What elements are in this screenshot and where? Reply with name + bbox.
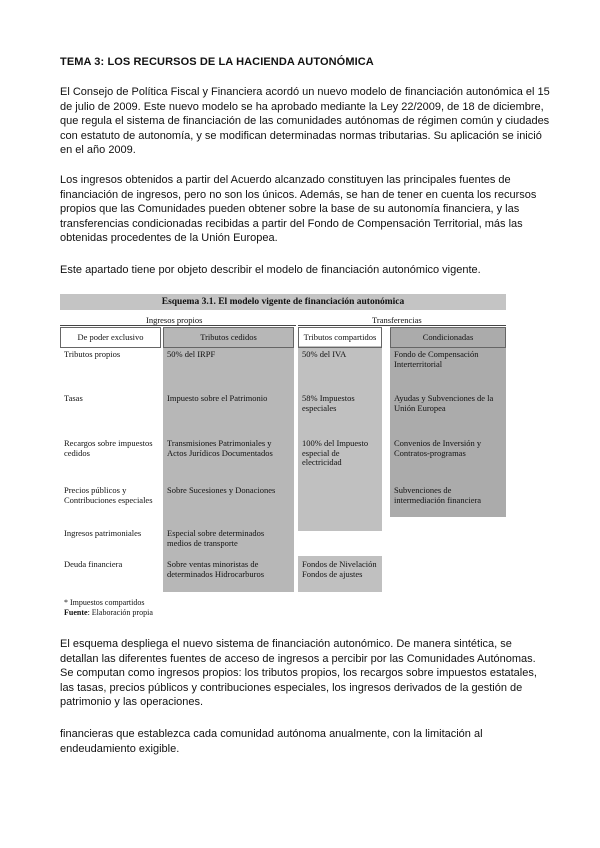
group-rule-transferencias [298, 325, 506, 326]
paragraph-sources: Los ingresos obtenidos a partir del Acuerdo alcanzado constituyen las principales fuentes de financiación de ingresos, pero no son los únicos. Además, se han de tener en cuenta los recursos propios que las Comunidades pueden obtener sobre la base de su autonomía financiera, y las transferencias condicionadas recibidas a partir del Fondo de Compensación Territorial, más las obtenidas procedentes de la Unión Europea. [60, 174, 537, 245]
group-rule-ingresos [60, 325, 296, 326]
header-de-poder-exclusivo: De poder exclusivo [60, 327, 161, 348]
cell-ayudas-ue: Ayudas y Subvenciones de la Unión Europea [394, 393, 494, 413]
figure-source [64, 608, 153, 617]
cell-irpf: 50% del IRPF [167, 349, 216, 359]
cell-hidrocarburos: Sobre ventas minoristas de determinados Hidrocarburos [167, 559, 265, 579]
cell-tasas: Tasas [64, 393, 83, 403]
cell-sucesiones: Sobre Sucesiones y Donaciones [167, 485, 276, 495]
paragraph-purpose: Este apartado tiene por objeto describir el modelo de financiación autonómico vigente. [60, 264, 481, 276]
financing-scheme-figure [60, 294, 506, 620]
cell-electricidad: 100% del Impuesto especial de electricidad [302, 438, 369, 467]
cell-impuestos-especiales: 58% Impuestos especiales [302, 393, 355, 413]
cell-fondo-compensacion: Fondo de Compensación Interterritorial [394, 349, 479, 369]
cell-medios-transporte: Especial sobre determinados medios de transporte [167, 528, 265, 548]
paragraph-financial-ops: financieras que establezca cada comunidad autónoma anualmente, con la limitación al endeudamiento exigible. [60, 728, 483, 755]
header-tributos-compartidos: Tributos compartidos [298, 327, 382, 348]
cell-iva: 50% del IVA [302, 349, 347, 359]
cell-ingresos-patrimoniales: Ingresos patrimoniales [64, 528, 142, 538]
cell-transmisiones: Transmisiones Patrimoniales y Actos Jurídicos Documentados [167, 438, 273, 458]
cell-precios-publicos: Precios públicos y Contribuciones especiales [64, 485, 153, 505]
cell-fondos-nivelacion: Fondos de Nivelación Fondos de ajustes [302, 559, 377, 579]
cell-patrimonio: Impuesto sobre el Patrimonio [167, 393, 268, 403]
group-label-transferencias: Transferencias [372, 315, 422, 325]
source-text: : Elaboración propia [87, 608, 153, 617]
page-title: TEMA 3: LOS RECURSOS DE LA HACIENDA AUTONÓMICA [60, 56, 374, 68]
figure-footnote: * Impuestos compartidos [64, 598, 145, 607]
cell-convenios: Convenios de Inversión y Contratos-programas [394, 438, 482, 458]
cell-recargos: Recargos sobre impuestos cedidos [64, 438, 153, 458]
paragraph-intro: El Consejo de Política Fiscal y Financiera acordó un nuevo modelo de financiación autonómica el 15 de julio de 2009. Este nuevo modelo se ha aprobado mediante la Ley 22/2009, de 18 de diciembre, que regula el sistema de financiación de las comunidades autónomas de régimen común y ciudades con estatuto de autonomía, y se modifican determinadas normas tributarias. Su aplicación se inició en el año 2009. [60, 86, 550, 157]
group-label-ingresos-propios: Ingresos propios [146, 315, 203, 325]
cell-tributos-propios: Tributos propios [64, 349, 121, 359]
header-tributos-cedidos: Tributos cedidos [163, 327, 294, 348]
header-condicionadas: Condicionadas [390, 327, 506, 348]
paragraph-scheme-summary: El esquema despliega el nuevo sistema de financiación autonómico. De manera sintética, se detallan las diferentes fuentes de acceso de ingresos a percibir por las Comunidades Autónomas. Se computan como ingresos propios: los tributos propios, los recargos sobre impuestos estatales, las tasas, precios públicos y contribuciones especiales, los ingresos derivados de la gestión de patrimonio y las operaciones. [60, 638, 537, 709]
figure-title: Esquema 3.1. El modelo vigente de financiación autonómica [60, 294, 506, 310]
column-shade-tributos-cedidos [163, 346, 294, 592]
cell-deuda-financiera: Deuda financiera [64, 559, 123, 569]
source-label: Fuente [64, 608, 88, 617]
cell-subvenciones: Subvenciones de intermediación financiera [394, 485, 482, 505]
